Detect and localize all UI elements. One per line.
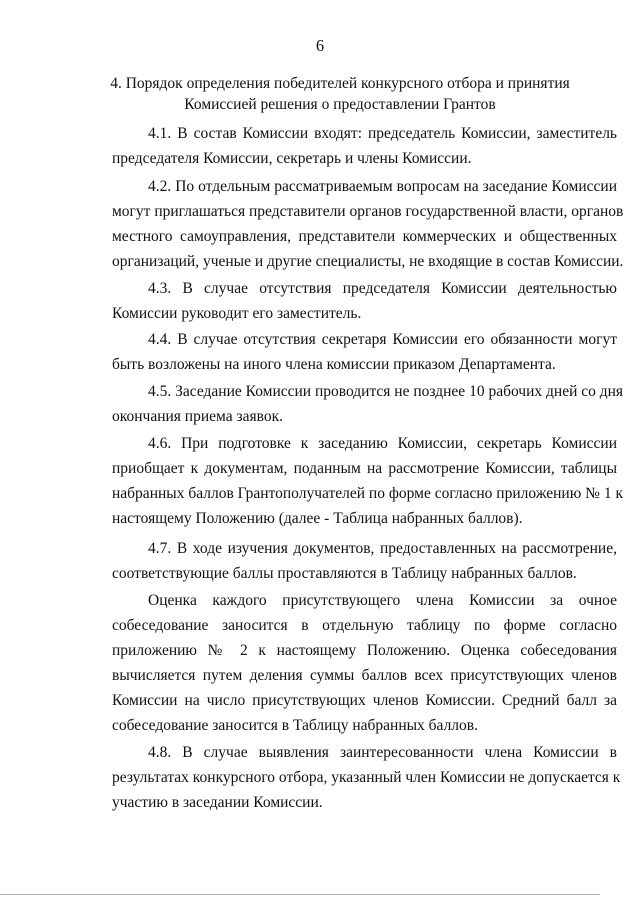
paragraph-line: 4.1. В состав Комиссии входят: председатель Комиссии, заместитель <box>148 125 617 142</box>
paragraph-line: 4.5. Заседание Комиссии проводится не позднее 10 рабочих дней со дня <box>148 383 624 400</box>
paragraph-line: Комиссии руководит его заместитель. <box>112 305 362 322</box>
paragraph-line: быть возложены на иного члена комиссии приказом Департамента. <box>112 356 556 373</box>
paragraph-line: результатах конкурсного отбора, указанный член Комиссии не допускается к <box>112 769 621 786</box>
paragraph-line: собеседование заносится в отдельную таблицу по форме согласно <box>112 617 617 634</box>
paragraph-4-3 <box>112 276 617 326</box>
paragraph-line: Комиссии на число присутствующих членов Комиссии. Средний балл за <box>112 692 617 709</box>
paragraph-line: организаций, ученые и другие специалисты, не входящие в состав Комиссии. <box>112 253 624 270</box>
paragraph-line: 4.8. В случае выявления заинтересованности члена Комиссии в <box>148 744 617 761</box>
paragraph-4-1 <box>112 121 617 171</box>
paragraph-4-2 <box>112 174 624 274</box>
paragraph-line: 4.7. В ходе изучения документов, предоставленных на рассмотрение, <box>148 540 617 557</box>
page-bottom-rule <box>0 894 600 895</box>
paragraph-line: настоящему Положению (далее - Таблица набранных баллов). <box>112 510 523 527</box>
paragraph-line: приложению № 2 к настоящему Положению. Оценка собеседования <box>112 642 617 659</box>
paragraph-line: 4.2. По отдельным рассматриваемым вопросам на заседание Комиссии <box>148 178 617 195</box>
paragraph-4-4 <box>112 327 617 377</box>
paragraph-line: 4.4. В случае отсутствия секретаря Комиссии его обязанности могут <box>148 331 617 348</box>
paragraph-line: участию в заседании Комиссии. <box>112 794 323 811</box>
section-heading <box>100 73 580 115</box>
paragraph-line: местного самоуправления, представители коммерческих и общественных <box>112 228 617 245</box>
paragraph-4-6 <box>112 431 623 531</box>
heading-line: 4. Порядок определения победителей конкурсного отбора и принятия <box>110 75 570 92</box>
paragraph-line: 4.3. В случае отсутствия председателя Комиссии деятельностью <box>148 280 617 297</box>
paragraph-line: собеседование заносится в Таблицу набранных баллов. <box>112 717 478 734</box>
heading-line: Комиссией решения о предоставлении Грантов <box>184 96 496 113</box>
paragraph-4-5 <box>112 379 624 429</box>
paragraph-4-7-evaluation <box>112 588 617 738</box>
paragraph-line: окончания приема заявок. <box>112 408 283 425</box>
paragraph-line: вычисляется путем деления суммы баллов всех присутствующих членов <box>112 667 617 684</box>
paragraph-4-8 <box>112 740 621 815</box>
paragraph-line: соответствующие баллы проставляются в Таблицу набранных баллов. <box>112 565 577 582</box>
paragraph-line: председателя Комиссии, секретарь и члены Комиссии. <box>112 150 472 167</box>
paragraph-4-7 <box>112 536 617 586</box>
paragraph-line: могут приглашаться представители органов государственной власти, органов <box>112 203 624 220</box>
page-number: 6 <box>315 36 325 55</box>
paragraph-line: приобщает к документам, поданным на рассмотрение Комиссии, таблицы <box>112 460 617 477</box>
paragraph-line: Оценка каждого присутствующего члена Комиссии за очное <box>148 592 617 609</box>
paragraph-line: набранных баллов Грантополучателей по форме согласно приложению № 1 к <box>112 485 623 502</box>
paragraph-line: 4.6. При подготовке к заседанию Комиссии, секретарь Комиссии <box>148 435 617 452</box>
